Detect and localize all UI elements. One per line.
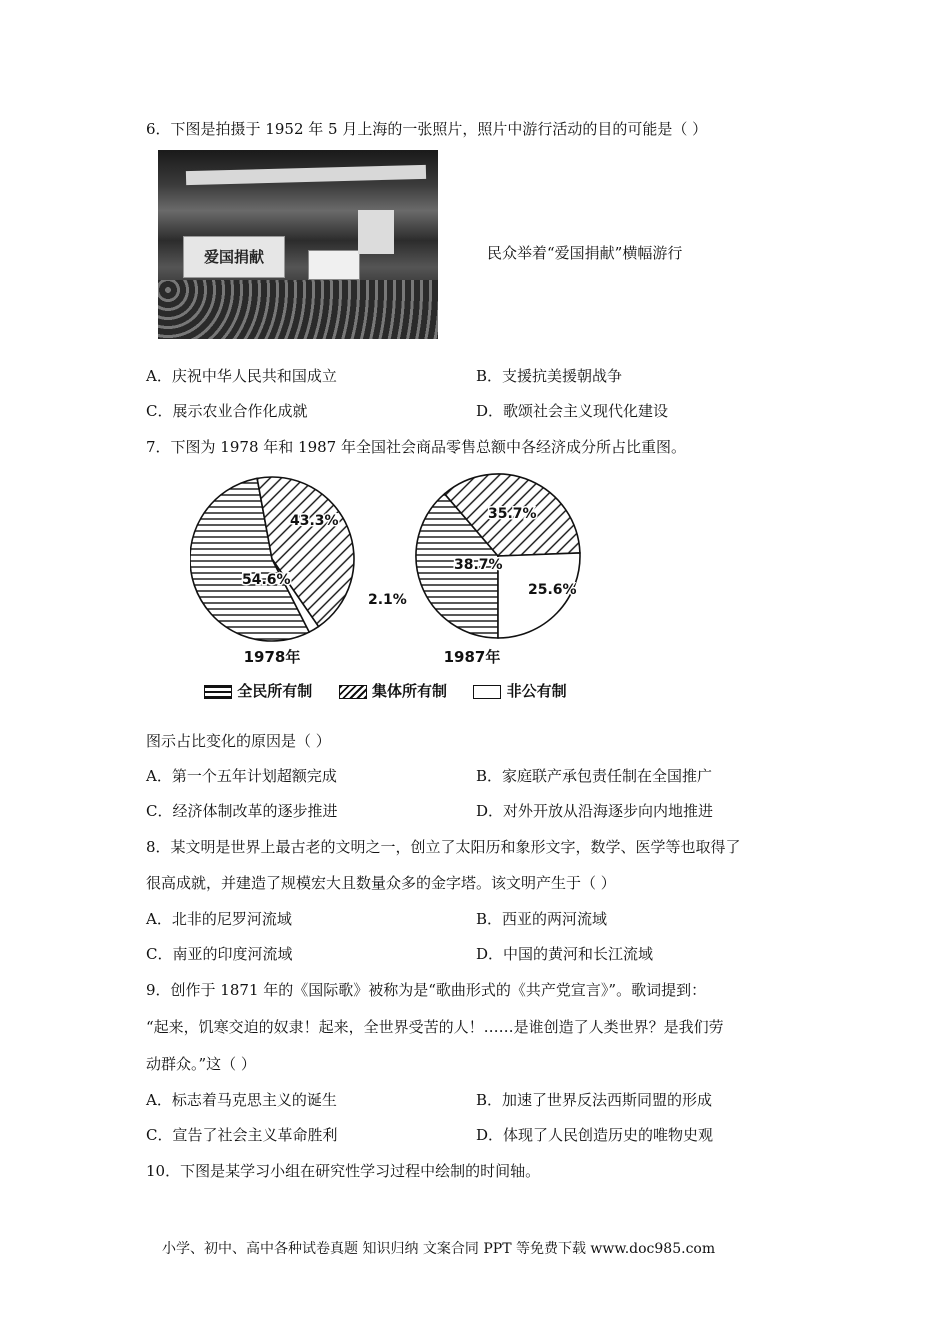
- legend-label-collective: 集体所有制: [371, 682, 447, 700]
- q6-option-a: A．庆祝中华人民共和国成立: [146, 367, 337, 385]
- q7-option-b: B．家庭联产承包责任制在全国推广: [476, 767, 713, 785]
- photo-caption: 民众举着“爱国捐献”横幅游行: [487, 244, 683, 262]
- q8-option-b: B．西亚的两河流域: [476, 910, 608, 928]
- q9-stem-line1: 9．创作于 1871 年的《国际歌》被称为是“歌曲形式的《共产党宣言》”。歌词提到：: [146, 981, 707, 999]
- q8-option-c: C．南亚的印度河流域: [146, 945, 293, 963]
- legend-label-private: 非公有制: [506, 682, 567, 700]
- q9-stem-line2: “起来，饥寒交迫的奴隶！起来，全世界受苦的人！……是谁创造了人类世界？是我们劳: [146, 1018, 724, 1036]
- photo-sign: 爱国捐献: [183, 236, 285, 278]
- pie-1987-title: 1987年: [443, 648, 501, 666]
- photo-sign-secondary: [308, 250, 360, 280]
- q6-option-b: B．支援抗美援朝战争: [476, 367, 623, 385]
- q7-stem: 7．下图为 1978 年和 1987 年全国社会商品零售总额中各经济成分所占比重图。: [146, 438, 686, 456]
- q8-option-d: D．中国的黄河和长江流域: [476, 945, 654, 963]
- parade-photo: [158, 150, 438, 339]
- q8-stem-line1: 8．某文明是世界上最古老的文明之一，创立了太阳历和象形文字，数学、医学等也取得了: [146, 838, 741, 856]
- legend-swatch-private: [473, 685, 501, 699]
- q6-stem: 6．下图是拍摄于 1952 年 5 月上海的一张照片，照片中游行活动的目的可能是（ ）: [146, 120, 708, 138]
- q6-option-d: D．歌颂社会主义现代化建设: [476, 402, 669, 420]
- pie-1978-label-collective: 43.3%: [290, 513, 339, 529]
- pie-1987-label-public: 38.7%: [454, 557, 503, 573]
- photo-banner: [186, 165, 426, 185]
- legend-swatch-collective: [339, 685, 367, 699]
- q9-option-d: D．体现了人民创造历史的唯物史观: [476, 1126, 714, 1144]
- q9-option-c: C．宣告了社会主义革命胜利: [146, 1126, 338, 1144]
- pie-1978: [190, 477, 407, 666]
- q7-option-a: A．第一个五年计划超额完成: [146, 767, 337, 785]
- q7-option-c: C．经济体制改革的逐步推进: [146, 802, 338, 820]
- q6-option-c: C．展示农业合作化成就: [146, 402, 308, 420]
- legend: [204, 680, 567, 701]
- q7-question: 图示占比变化的原因是（ ）: [146, 732, 331, 750]
- pie-1987: [416, 474, 580, 666]
- pie-1978-label-private: 2.1%: [368, 592, 407, 608]
- q9-stem-line3: 动群众。”这（ ）: [146, 1055, 256, 1073]
- photo-crowd: [158, 280, 438, 339]
- q8-option-a: A．北非的尼罗河流域: [146, 910, 292, 928]
- pie-1987-label-private: 25.6%: [528, 582, 577, 598]
- q9-option-b: B．加速了世界反法西斯同盟的形成: [476, 1091, 713, 1109]
- photo-sign-tertiary: [358, 210, 394, 254]
- q7-option-d: D．对外开放从沿海逐步向内地推进: [476, 802, 714, 820]
- pie-1987-label-collective: 35.7%: [488, 506, 537, 522]
- legend-label-public: 全民所有制: [237, 682, 313, 700]
- page-footer: 小学、初中、高中各种试卷真题 知识归纳 文案合同 PPT 等免费下载 www.doc985.com: [162, 1241, 716, 1257]
- q8-stem-line2: 很高成就，并建造了规模宏大且数量众多的金字塔。该文明产生于（ ）: [146, 874, 616, 892]
- legend-swatch-public: [204, 685, 232, 699]
- pie-charts: [190, 462, 600, 702]
- q10-stem: 10．下图是某学习小组在研究性学习过程中绘制的时间轴。: [146, 1162, 541, 1180]
- pie-1978-label-public: 54.6%: [242, 572, 291, 588]
- q9-option-a: A．标志着马克思主义的诞生: [146, 1091, 337, 1109]
- pie-1978-title: 1978年: [243, 648, 301, 666]
